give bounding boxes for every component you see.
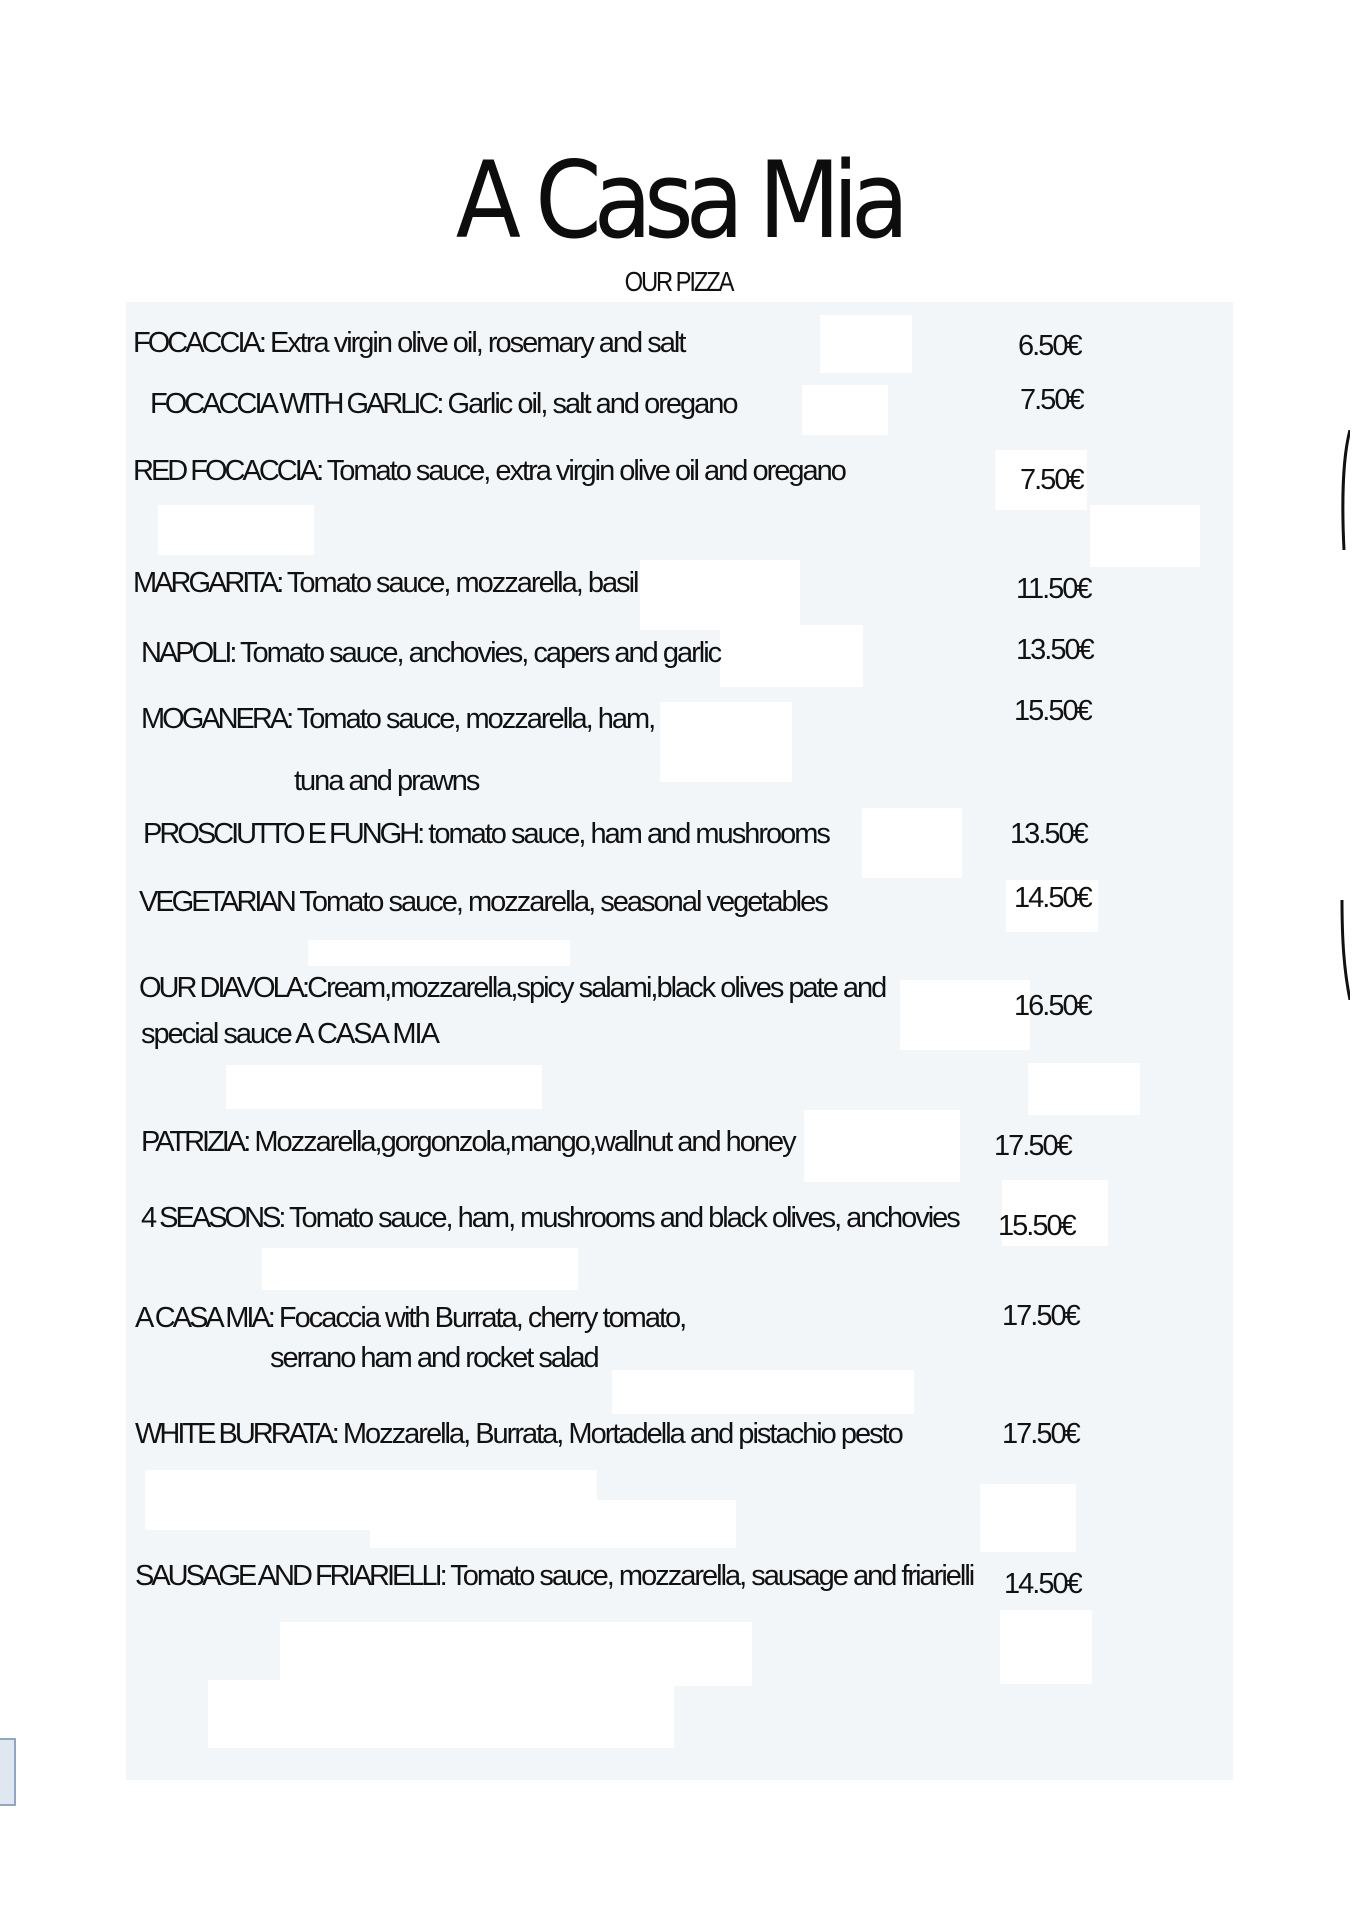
menu-item-name: PROSCIUTTO E FUNGH:: [143, 818, 423, 850]
menu-item-price: 17.50€: [994, 1130, 1071, 1162]
menu-item-description-line2: tuna and prawns: [294, 765, 479, 797]
menu-item: [141, 637, 720, 670]
menu-item-description: Focaccia with Burrata, cherry tomato,: [272, 1302, 686, 1334]
scan-edge-frame: [0, 1738, 16, 1806]
menu-item-price: 7.50€: [1020, 384, 1083, 416]
menu-item-description-line2: serrano ham and rocket salad: [270, 1342, 598, 1374]
menu-item-description: Tomato sauce, anchovies, capers and garlic: [234, 637, 721, 669]
menu-item-name: A CASA MIA:: [135, 1302, 273, 1334]
menu-item-name: SAUSAGE AND FRIARIELLI:: [135, 1560, 445, 1592]
menu-item-price: 6.50€: [1018, 330, 1081, 362]
menu-item-description: Tomato sauce, mozzarella, ham,: [291, 703, 655, 735]
menu-item-description-line2: special sauce A CASA MIA: [141, 1018, 438, 1050]
menu-item-price: 7.50€: [1020, 464, 1083, 496]
menu-item: [141, 1126, 795, 1159]
menu-item-description: Cream,mozzarella,spicy salami,black olives pate and: [307, 972, 886, 1004]
menu-item: [133, 455, 845, 488]
menu-item: [139, 886, 827, 919]
menu-item-name: PATRIZIA:: [141, 1126, 249, 1158]
menu-item: [139, 972, 885, 1005]
menu-item-name: FOCACCIA:: [133, 327, 264, 359]
menu-item-name: VEGETARIAN: [139, 886, 294, 918]
menu-item-price: 13.50€: [1010, 818, 1087, 850]
menu-item: [135, 1418, 902, 1451]
menu-item-name: OUR DIAVOLA:: [139, 972, 308, 1004]
menu-item-price: 13.50€: [1016, 634, 1093, 666]
menu-item-price: 17.50€: [1002, 1418, 1079, 1450]
menu-item-name: 4 SEASONS:: [141, 1202, 284, 1234]
menu-item-description: Tomato sauce, extra virgin olive oil and oregano: [321, 455, 845, 487]
menu-item-description: Tomato sauce, ham, mushrooms and black olives, anchovies: [283, 1202, 959, 1234]
menu-item-name: MARGARITA:: [133, 567, 282, 599]
menu-item-name: RED FOCACCIA:: [133, 455, 322, 487]
menu-item-price: 17.50€: [1002, 1300, 1079, 1332]
menu-item-name: MOGANERA:: [141, 703, 292, 735]
menu-item: [143, 818, 829, 851]
menu-item: [135, 1302, 685, 1335]
scan-edge-artifact: [1340, 900, 1350, 1000]
menu-item-description: Mozzarella,gorgonzola,mango,wallnut and honey: [248, 1126, 795, 1158]
menu-section-title: OUR PIZZA: [624, 266, 733, 297]
menu-item-price: 15.50€: [998, 1210, 1075, 1242]
menu-item: [133, 327, 684, 360]
menu-item: [133, 567, 637, 600]
menu-item-description: Garlic oil, salt and oregano: [441, 388, 737, 420]
menu-item-price: 16.50€: [1014, 990, 1091, 1022]
menu-item-price: 15.50€: [1014, 695, 1091, 727]
menu-item-price: 14.50€: [1004, 1568, 1081, 1600]
menu-item-description: Tomato sauce, mozzarella, seasonal vegetables: [293, 886, 827, 918]
menu-item-name: WHITE BURRATA:: [135, 1418, 337, 1450]
menu-item-price: 11.50€: [1016, 573, 1091, 605]
menu-item-description: Tomato sauce, mozzarella, sausage and friarielli: [444, 1560, 974, 1592]
menu-item-description: Extra virgin olive oil, rosemary and salt: [263, 327, 685, 359]
menu-item-price: 14.50€: [1014, 882, 1091, 914]
menu-item-name: NAPOLI:: [141, 637, 235, 669]
menu-item: [141, 1202, 959, 1235]
menu-item: [150, 388, 737, 421]
menu-item: [141, 703, 654, 736]
scan-edge-artifact: [1340, 430, 1350, 550]
menu-item-description: tomato sauce, ham and mushrooms: [422, 818, 829, 850]
menu-item: [135, 1560, 973, 1593]
menu-item-description: Tomato sauce, mozzarella, basil: [281, 567, 638, 599]
menu-item-description: Mozzarella, Burrata, Mortadella and pistachio pesto: [336, 1418, 902, 1450]
menu-item-name: FOCACCIA WITH GARLIC:: [150, 388, 442, 420]
restaurant-title: A Casa Mia: [455, 139, 902, 262]
